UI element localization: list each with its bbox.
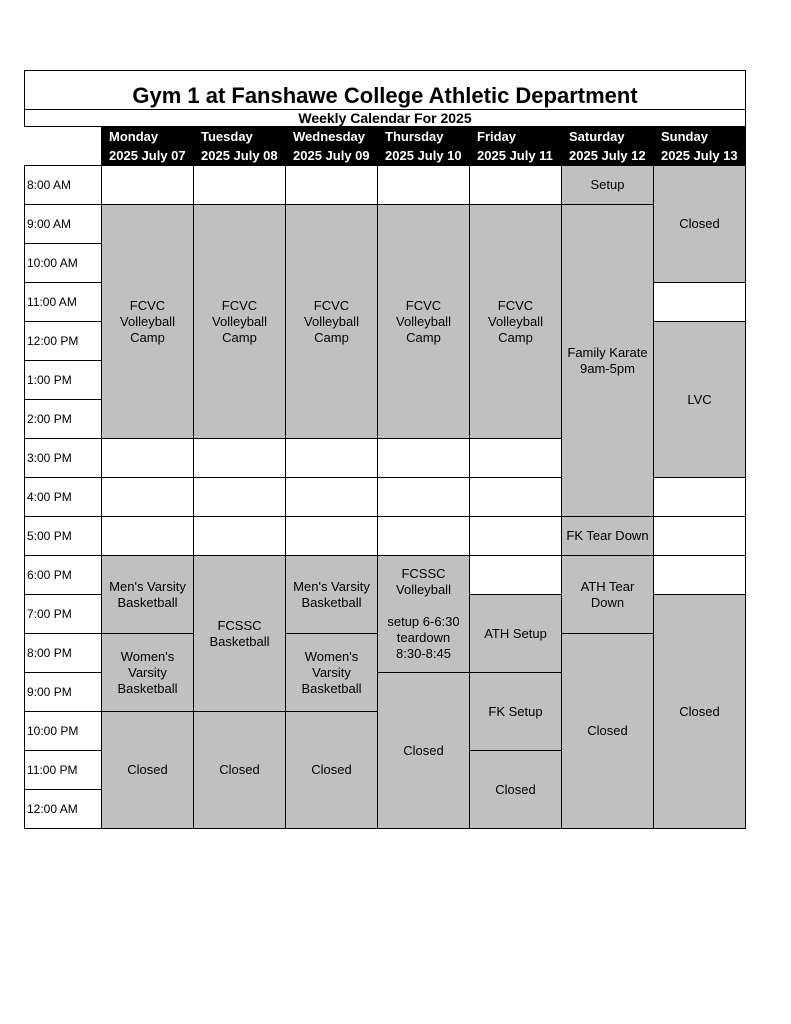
event-mon-mens-basketball: Men's Varsity Basketball <box>102 556 194 634</box>
time-label: 3:00 PM <box>25 439 102 478</box>
day-header-row <box>25 127 746 166</box>
empty-slot <box>470 166 562 205</box>
empty-slot <box>654 283 746 322</box>
day-header-friday: Friday 2025 July 11 <box>470 127 562 166</box>
event-mon-fcvc-camp: FCVC Volleyball Camp <box>102 205 194 439</box>
time-row <box>25 517 746 556</box>
event-fri-closed: Closed <box>470 751 562 829</box>
time-label: 1:00 PM <box>25 361 102 400</box>
empty-slot <box>654 478 746 517</box>
empty-slot <box>378 439 470 478</box>
event-tue-fcvc-camp: FCVC Volleyball Camp <box>194 205 286 439</box>
event-thu-closed: Closed <box>378 673 470 829</box>
event-sat-family-karate: Family Karate 9am-5pm <box>562 205 654 517</box>
time-label: 10:00 PM <box>25 712 102 751</box>
empty-slot <box>102 517 194 556</box>
empty-slot <box>102 439 194 478</box>
event-fri-fcvc-camp: FCVC Volleyball Camp <box>470 205 562 439</box>
time-label: 4:00 PM <box>25 478 102 517</box>
time-label: 7:00 PM <box>25 595 102 634</box>
day-header-sunday: Sunday 2025 July 13 <box>654 127 746 166</box>
empty-slot <box>194 517 286 556</box>
time-label: 5:00 PM <box>25 517 102 556</box>
title-row <box>25 71 746 110</box>
time-label: 9:00 PM <box>25 673 102 712</box>
time-label: 11:00 PM <box>25 751 102 790</box>
event-sat-closed: Closed <box>562 634 654 829</box>
event-thu-fcvc-camp: FCVC Volleyball Camp <box>378 205 470 439</box>
empty-slot <box>102 166 194 205</box>
event-tue-fcssc-basketball: FCSSC Basketball <box>194 556 286 712</box>
weekly-calendar-table <box>24 70 746 829</box>
day-header-thursday: Thursday 2025 July 10 <box>378 127 470 166</box>
event-sun-closed-morning: Closed <box>654 166 746 283</box>
header-corner <box>25 127 102 166</box>
time-label: 2:00 PM <box>25 400 102 439</box>
event-fri-fk-setup: FK Setup <box>470 673 562 751</box>
time-row <box>25 205 746 244</box>
empty-slot <box>470 478 562 517</box>
time-label: 8:00 AM <box>25 166 102 205</box>
time-label: 8:00 PM <box>25 634 102 673</box>
day-header-wednesday: Wednesday 2025 July 09 <box>286 127 378 166</box>
empty-slot <box>102 478 194 517</box>
event-fri-ath-setup: ATH Setup <box>470 595 562 673</box>
event-sat-fk-teardown: FK Tear Down <box>562 517 654 556</box>
time-label: 6:00 PM <box>25 556 102 595</box>
event-wed-closed: Closed <box>286 712 378 829</box>
time-row <box>25 166 746 205</box>
event-sat-setup: Setup <box>562 166 654 205</box>
empty-slot <box>378 517 470 556</box>
event-sun-lvc: LVC <box>654 322 746 478</box>
time-label: 12:00 PM <box>25 322 102 361</box>
time-label: 9:00 AM <box>25 205 102 244</box>
event-mon-womens-basketball: Women's Varsity Basketball <box>102 634 194 712</box>
event-mon-closed: Closed <box>102 712 194 829</box>
event-sun-closed-evening: Closed <box>654 595 746 829</box>
time-label: 11:00 AM <box>25 283 102 322</box>
empty-slot <box>286 166 378 205</box>
empty-slot <box>194 166 286 205</box>
empty-slot <box>194 478 286 517</box>
empty-slot <box>470 517 562 556</box>
empty-slot <box>378 166 470 205</box>
empty-slot <box>470 556 562 595</box>
event-wed-womens-basketball: Women's Varsity Basketball <box>286 634 378 712</box>
event-sat-ath-teardown: ATH Tear Down <box>562 556 654 634</box>
day-header-tuesday: Tuesday 2025 July 08 <box>194 127 286 166</box>
empty-slot <box>286 517 378 556</box>
time-label: 10:00 AM <box>25 244 102 283</box>
empty-slot <box>470 439 562 478</box>
empty-slot <box>194 439 286 478</box>
day-header-monday: Monday 2025 July 07 <box>102 127 194 166</box>
day-header-saturday: Saturday 2025 July 12 <box>562 127 654 166</box>
event-wed-mens-basketball: Men's Varsity Basketball <box>286 556 378 634</box>
time-row <box>25 556 746 595</box>
empty-slot <box>286 478 378 517</box>
event-thu-fcssc-volleyball: FCSSC Volleyball setup 6-6:30 teardown 8:30-8:45 <box>378 556 470 673</box>
time-label: 12:00 AM <box>25 790 102 829</box>
subtitle-row <box>25 110 746 127</box>
event-wed-fcvc-camp: FCVC Volleyball Camp <box>286 205 378 439</box>
empty-slot <box>654 556 746 595</box>
empty-slot <box>654 517 746 556</box>
empty-slot <box>286 439 378 478</box>
event-tue-closed: Closed <box>194 712 286 829</box>
page-subtitle: Weekly Calendar For 2025 <box>25 110 746 127</box>
empty-slot <box>378 478 470 517</box>
page-title: Gym 1 at Fanshawe College Athletic Department <box>25 71 746 110</box>
